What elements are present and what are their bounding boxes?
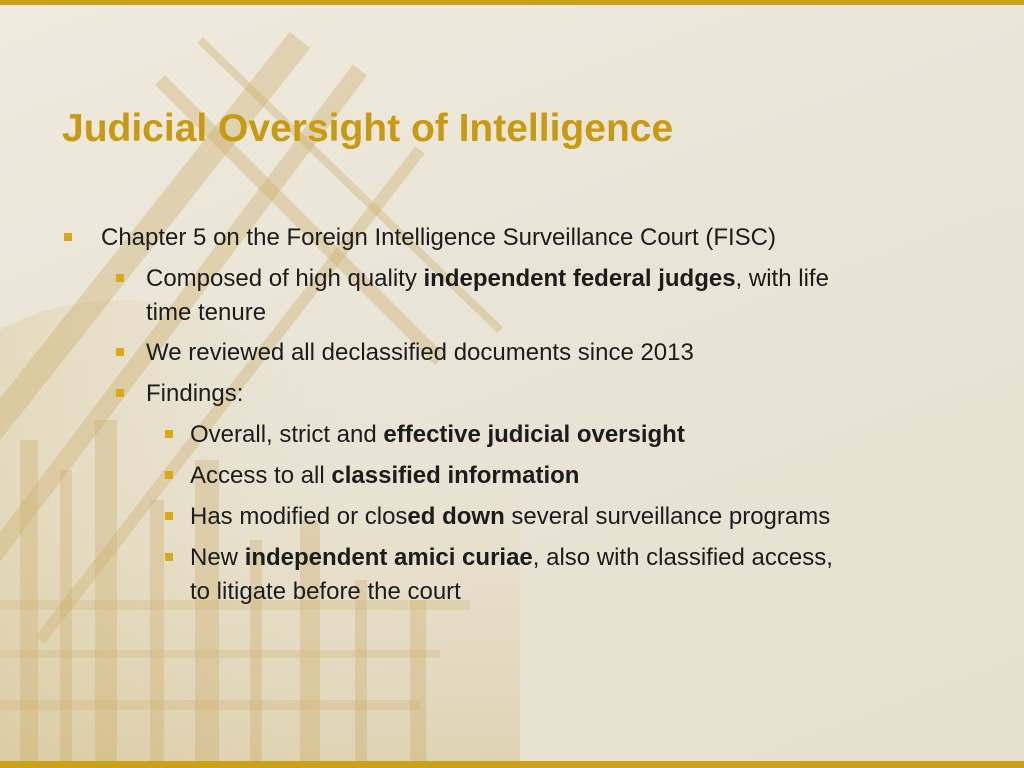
- text-segment: New: [190, 544, 245, 571]
- bullet-marker: [116, 389, 124, 397]
- bullet-text-level-2: [146, 262, 829, 295]
- bold-text-segment: independent federal judges: [423, 265, 736, 292]
- text-segment: , with life: [735, 265, 829, 292]
- bullet-text-level-2: [146, 336, 694, 369]
- bold-text-segment: effective judicial oversight: [383, 421, 685, 448]
- text-segment: Chapter 5 on the Foreign Intelligence Surveillance Court (FISC): [101, 224, 776, 251]
- bullet-marker: [64, 233, 72, 241]
- bullet-marker: [165, 471, 173, 479]
- text-segment: We reviewed all declassified documents since 2013: [146, 339, 694, 366]
- bullet-marker: [116, 348, 124, 356]
- text-segment: Findings:: [146, 380, 244, 407]
- text-segment: Composed of high quality: [146, 265, 424, 292]
- text-segment: several surveillance programs: [504, 503, 831, 530]
- bullet-text-level-3: [190, 418, 685, 451]
- bullet-marker: [165, 512, 173, 520]
- bullet-text-level-3: [190, 459, 579, 492]
- bullet-marker: [116, 274, 124, 282]
- bold-text-segment: classified information: [331, 462, 580, 489]
- bullet-marker: [165, 430, 173, 438]
- slide-title: Judicial Oversight of Intelligence: [62, 107, 674, 150]
- text-segment: Overall, strict and: [190, 421, 384, 448]
- bold-text-segment: independent amici curiae: [244, 544, 533, 571]
- text-segment: , also with classified access,: [532, 544, 833, 571]
- text-segment: Access to all: [190, 462, 332, 489]
- bullet-text-continuation: to litigate before the court: [190, 578, 461, 605]
- text-segment: Has modified or clos: [190, 503, 408, 530]
- bullet-text-level-2: [146, 377, 243, 410]
- bullet-text-level-1: [101, 221, 776, 254]
- bullet-text-level-3: [190, 541, 833, 574]
- bullet-marker: [165, 553, 173, 561]
- bullet-text-level-3: [190, 500, 830, 533]
- bold-text-segment: ed down: [407, 503, 505, 530]
- bullet-text-continuation: time tenure: [146, 299, 267, 326]
